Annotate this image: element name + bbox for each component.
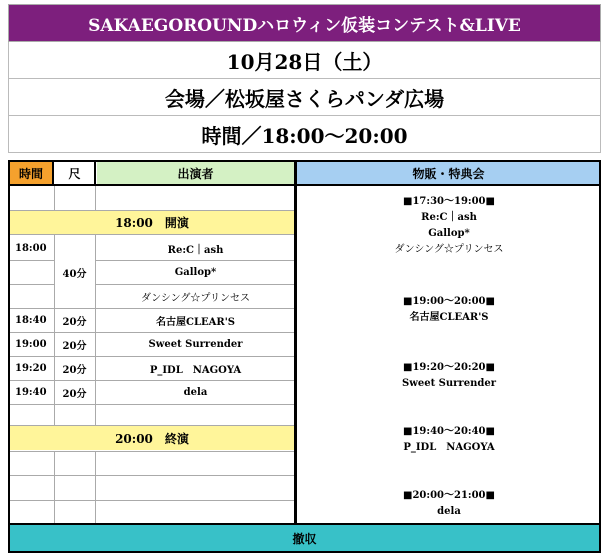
merch-slot-time: ■19:00〜20:00■: [403, 296, 495, 307]
merch-slot-3: [297, 360, 601, 392]
merch-slot-time: ■20:00〜21:00■: [403, 490, 495, 501]
merch-slot-2: [297, 294, 601, 326]
row-time: 18:40: [15, 314, 47, 326]
merch-act: ダンシング☆プリンセス: [394, 244, 504, 255]
event-venue: 会場／松坂屋さくらパンダ広場: [8, 79, 601, 116]
row-performer: Re:C｜ash: [167, 244, 224, 256]
row-length: 20分: [62, 388, 87, 400]
merch-act: Sweet Surrender: [402, 378, 496, 389]
row-performer: P_IDL NAGOYA: [149, 364, 242, 376]
row-performer: dela: [183, 386, 208, 398]
merch-slot-time: ■19:40〜20:40■: [403, 426, 495, 437]
row-length: 20分: [62, 340, 87, 352]
row-performer: 名古屋CLEAR'S: [156, 316, 235, 328]
row-performer: Gallop*: [174, 266, 217, 278]
show-end-band: 20:00 終演: [9, 426, 295, 450]
event-date: 10月28日（土）: [8, 42, 601, 79]
merch-slot-5: [297, 488, 601, 520]
merch-column: [297, 186, 601, 524]
show-start-band: 18:00 開演: [9, 210, 295, 234]
merch-act: dela: [437, 506, 461, 517]
column-header-performer: 出演者: [97, 162, 294, 184]
merch-slot-4: [297, 424, 601, 456]
merch-act: Re:C｜ash: [421, 212, 477, 223]
column-header-merch: 物販・特典会: [297, 162, 600, 184]
row-time: 19:20: [15, 362, 47, 374]
row-time: 19:40: [15, 386, 47, 398]
event-time: 時間／18:00〜20:00: [8, 116, 601, 153]
column-header-time: 時間: [10, 162, 52, 184]
row-time: 18:00: [15, 242, 47, 254]
row-time: 19:00: [15, 338, 47, 350]
merch-act: Gallop*: [428, 228, 470, 239]
row-performer: ダンシング☆プリンセス: [141, 292, 250, 304]
column-header-length: 尺: [68, 166, 81, 181]
merch-slot-1: [297, 194, 601, 258]
row-length: 40分: [62, 268, 87, 280]
row-length: 20分: [62, 316, 87, 328]
merch-slot-time: ■17:30〜19:00■: [403, 196, 495, 207]
row-length: 20分: [62, 364, 87, 376]
row-performer: Sweet Surrender: [148, 338, 243, 350]
merch-act: P_IDL NAGOYA: [403, 442, 495, 453]
event-title: SAKAEGOROUNDハロウィン仮装コンテスト&LIVE: [8, 4, 601, 42]
teardown-band: 撤収: [9, 525, 600, 551]
merch-slot-time: ■19:20〜20:20■: [403, 362, 495, 373]
merch-act: 名古屋CLEAR'S: [409, 312, 489, 323]
